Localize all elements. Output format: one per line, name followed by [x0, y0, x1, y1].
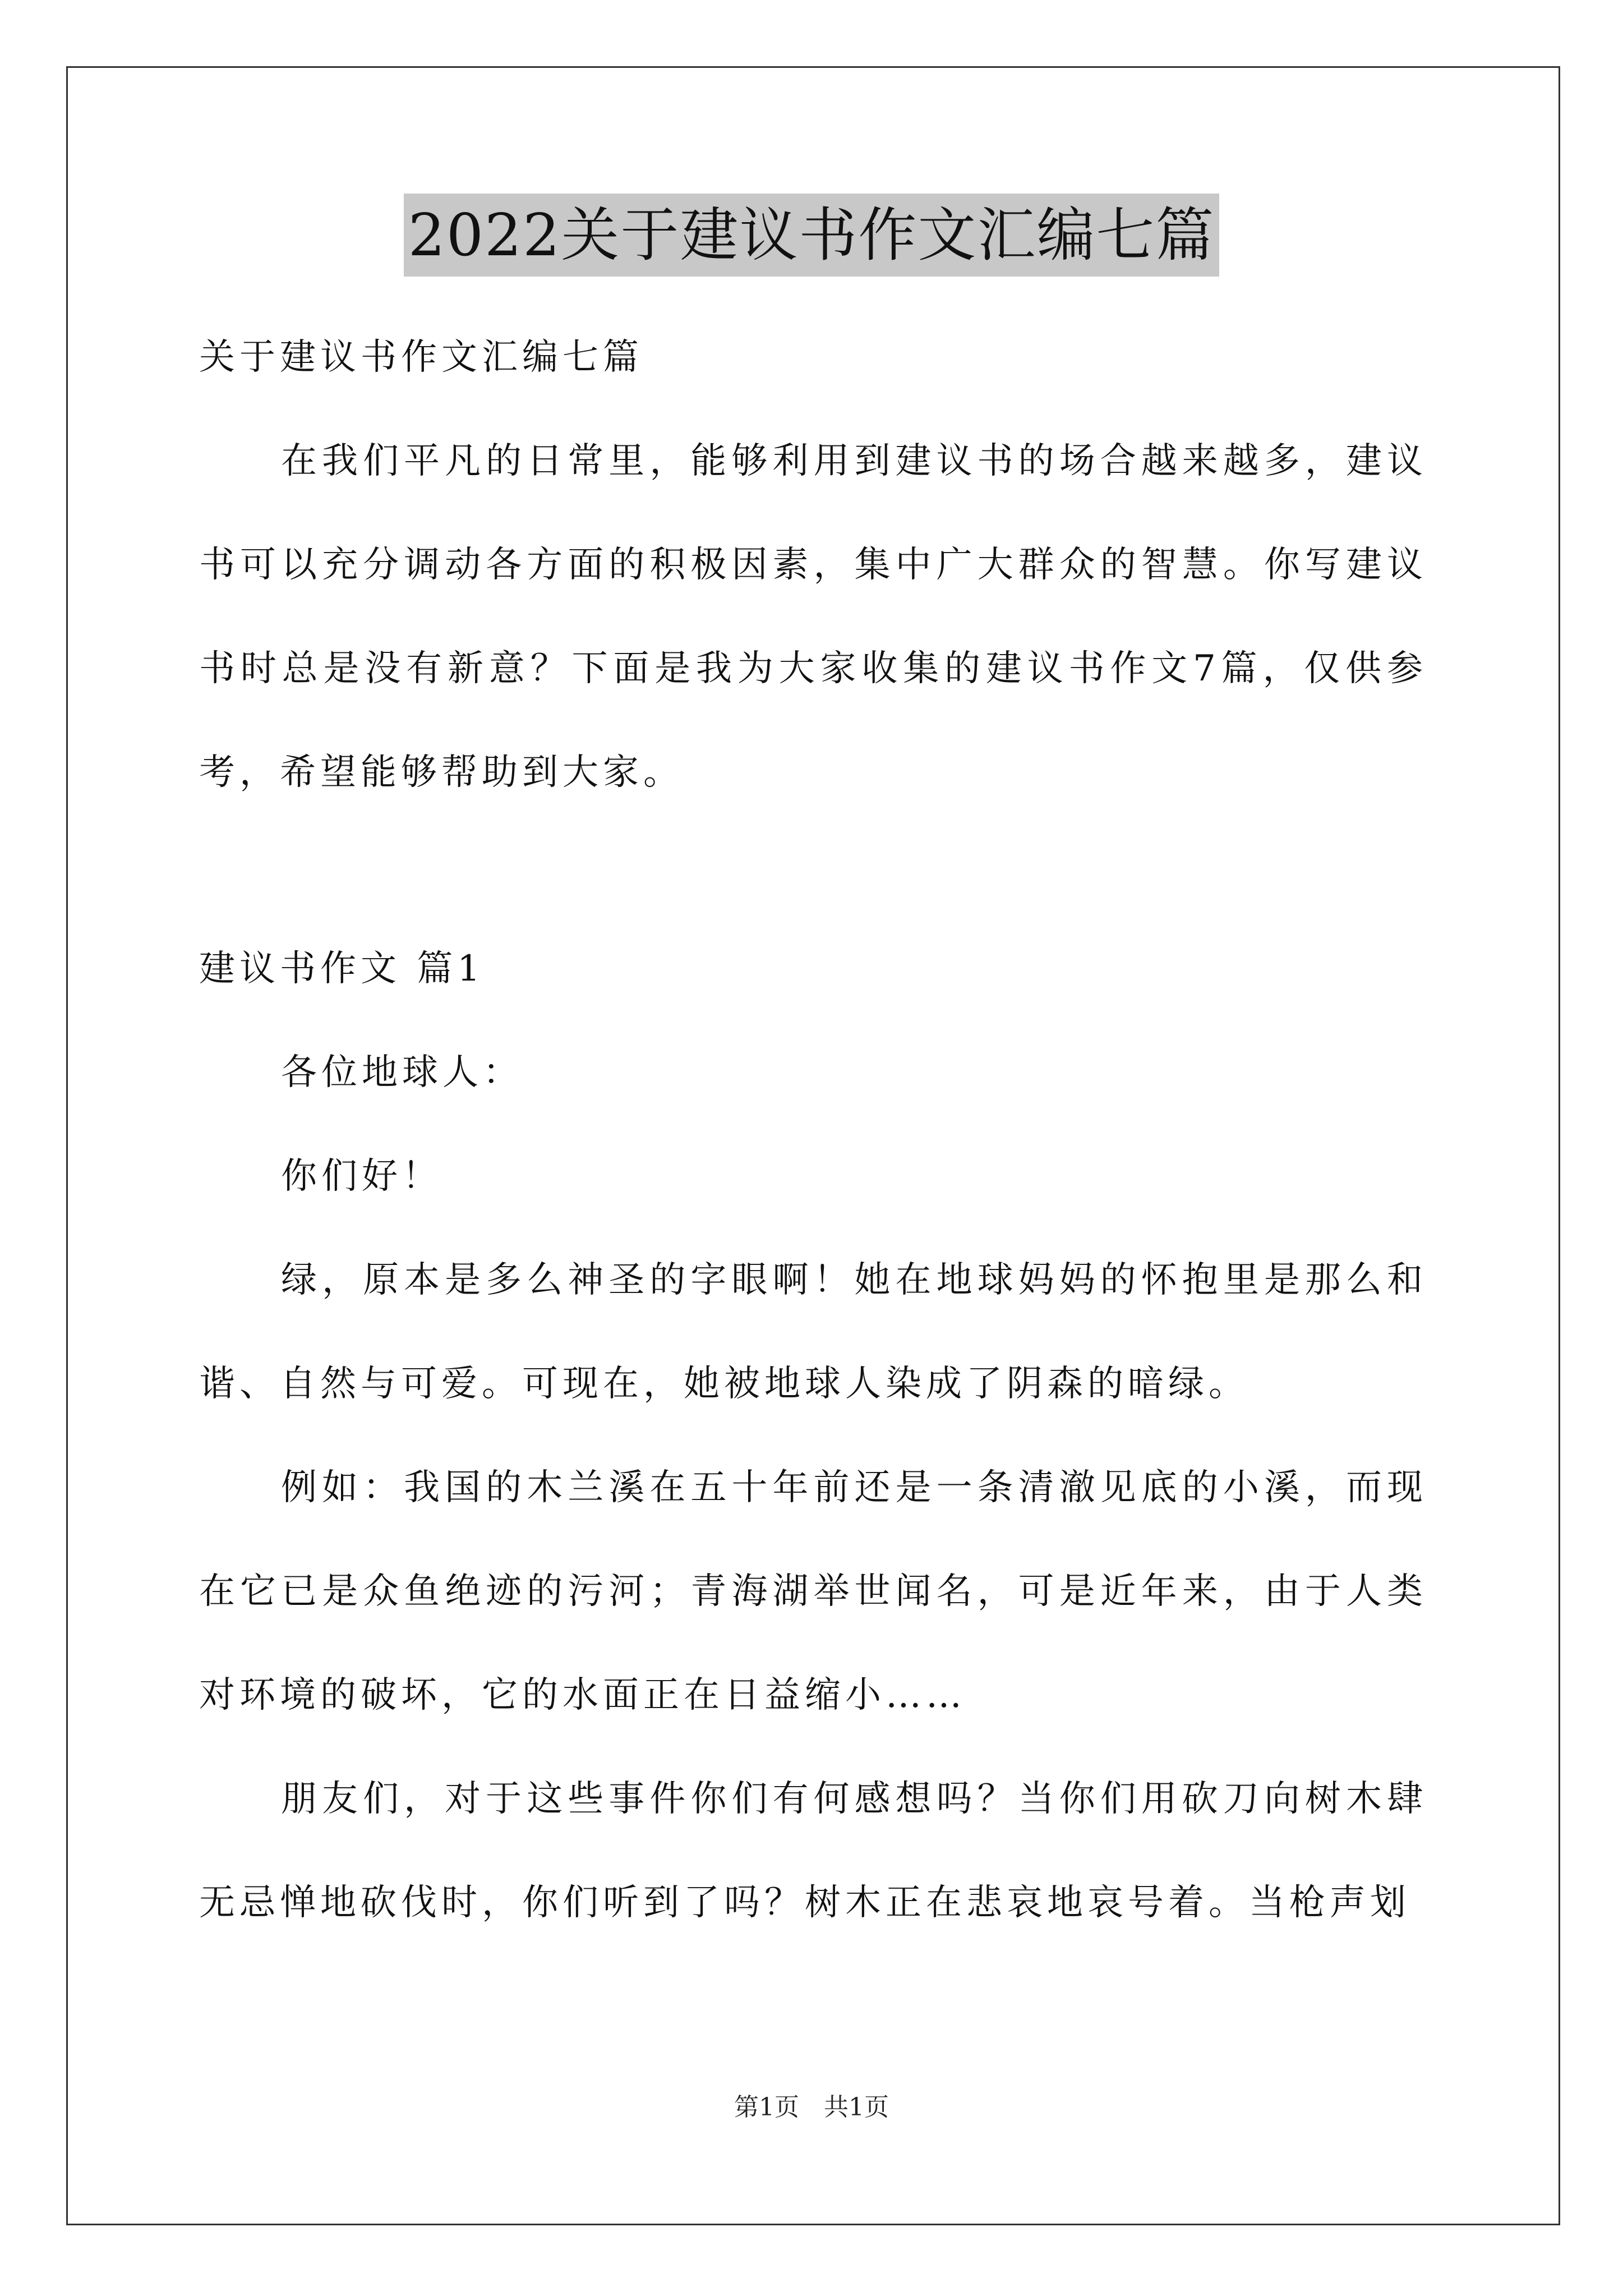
page-number: 第1页	[734, 2093, 799, 2122]
body-paragraph: 朋友们，对于这些事件你们有何感想吗？当你们用砍刀向树木肆无忌惮地砍伐时，你们听到了吗？树木正在悲哀地哀号着。当枪声划	[199, 1778, 1427, 1924]
section-heading: 建议书作文 篇1	[199, 948, 485, 990]
body-paragraph: 绿，原本是多么神圣的字眼啊！她在地球妈妈的怀抱里是那么和谐、自然与可爱。可现在，她被地球人染成了阴森的暗绿。	[199, 1259, 1427, 1405]
intro-paragraph: 在我们平凡的日常里，能够利用到建议书的场合越来越多，建议书可以充分调动各方面的积极因素，集中广大群众的智慧。你写建议书时总是没有新意？下面是我为大家收集的建议书作文7篇，仅供参考，希望能够帮助到大家。	[199, 440, 1427, 793]
page-total: 共1页	[824, 2093, 889, 2122]
document-subtitle: 关于建议书作文汇编七篇	[199, 337, 643, 378]
document-body	[199, 306, 1427, 1955]
salutation: 各位地球人：	[281, 1052, 523, 1093]
page-footer	[0, 2087, 1623, 2123]
body-paragraph: 例如：我国的木兰溪在五十年前还是一条清澈见底的小溪，而现在它已是众鱼绝迹的污河；青海湖举世闻名，可是近年来，由于人类对环境的破坏，它的水面正在日益缩小……	[199, 1467, 1427, 1716]
document-title: 2022关于建议书作文汇编七篇	[404, 194, 1220, 277]
section-spacer	[199, 825, 1427, 917]
greeting: 你们好！	[281, 1156, 442, 1197]
title-wrapper	[0, 194, 1623, 277]
